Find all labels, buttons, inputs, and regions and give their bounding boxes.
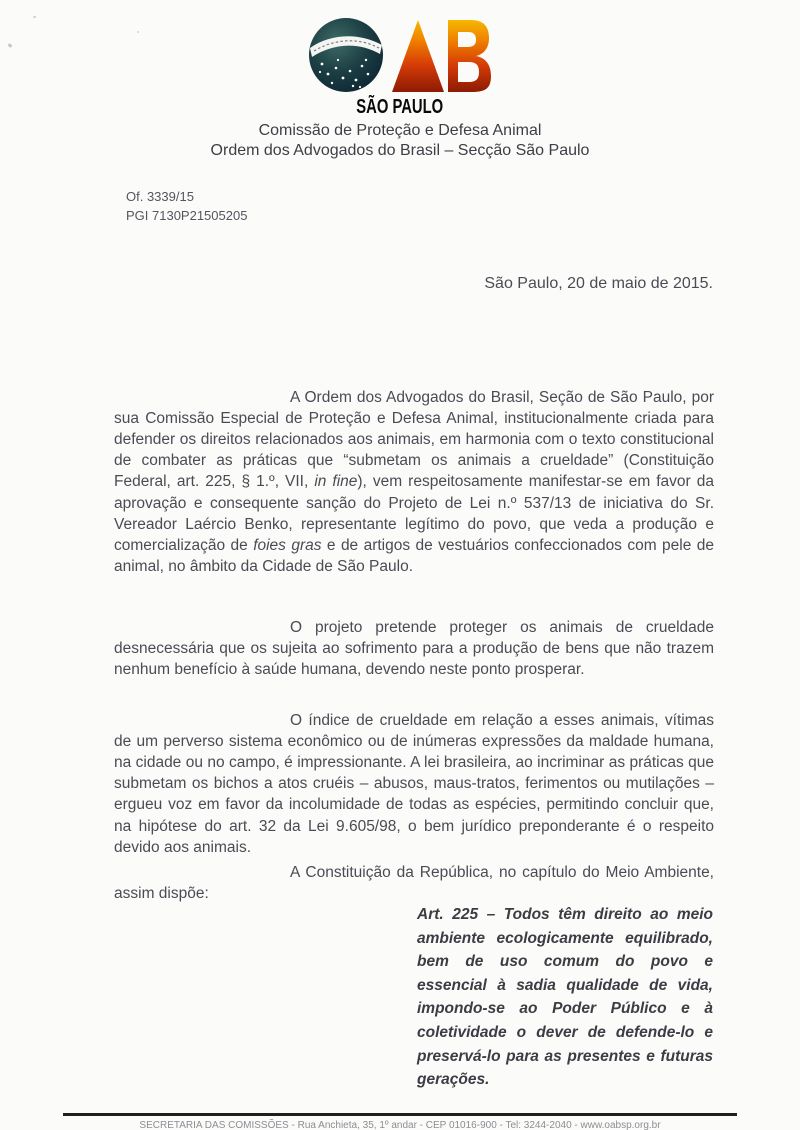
- dateline: São Paulo, 20 de maio de 2015.: [484, 275, 713, 292]
- paragraph-1: [114, 387, 714, 578]
- letterhead: [0, 16, 800, 160]
- paragraph-4: A Constituição da República, no capítulo do Meio Ambiente, assim dispõe:: [114, 863, 714, 902]
- logo-region-label: SÃO PAULO: [356, 96, 444, 118]
- organization-title: Ordem dos Advogados do Brasil – Secção São Paulo: [210, 142, 590, 159]
- oficio-number: Of. 3339/15: [126, 189, 194, 204]
- globe-icon: [309, 18, 383, 92]
- constitutional-quote: Art. 225 – Todos têm direito ao meio ambiente ecologicamente equilibrado, bem de uso comum do povo e essencial à sadia qualidade de vida, impondo-se ao Poder Público e à coletividade o dever de defende-lo e preservá-lo para as presentes e futuras gerações.: [417, 906, 713, 1089]
- footer-address: SECRETARIA DAS COMISSÕES - Rua Anchieta, 35, 1º andar - CEP 01016-900 - Tel: 3244-2040 - www.oabsp.org.br: [139, 1120, 661, 1130]
- commission-title: Comissão de Proteção e Defesa Animal: [258, 122, 542, 139]
- oab-logo-icon: [308, 16, 493, 94]
- foreign-term: foies gras: [253, 536, 322, 554]
- protocol-number: PGI 7130P21505205: [126, 208, 248, 223]
- paragraph-1-text: ), vem respeitosamente manifestar-se em favor da aprovação e consequente sanção do Projeto de Lei n.º 537/13 de iniciativa do Sr. Vereador Laércio Benko, representante legítimo do povo, que veda a produção e comercialização de: [114, 473, 714, 554]
- paragraph-3: O índice de crueldade em relação a esses animais, vítimas de um perverso sistema econômico ou de inúmeras expressões da maldade humana, na cidade ou no campo, é impressionante. A lei brasileira, ao incriminar as práticas que submetam os bichos a atos cruéis – abusos, maus-tratos, ferimentos ou mutilações – ergueu voz em favor da incolumidade de todas as espécies, permitindo concluir que, na hipótese do art. 32 da Lei 9.605/98, o bem jurídico preponderante é o respeito devido aos animais.: [114, 711, 714, 856]
- paragraph-1-text: A Ordem dos Advogados do Brasil, Seção de São Paulo, por sua Comissão Especial de Proteção e Defesa Animal, institucionalmente criada para defender os direitos relacionados aos animais, em harmonia com o texto constitucional de combater as práticas que “submetam os animais a crueldade” (Constituição Federal, art. 225, § 1.º, VII,: [114, 388, 714, 491]
- paragraph-2: O projeto pretende proteger os animais de crueldade desnecessária que os sujeita ao sofrimento para a produção de bens que não trazem nenhum benefício à saúde humana, devendo neste ponto prosperar.: [114, 618, 714, 678]
- reference-block: [126, 187, 247, 225]
- letter-a: [392, 20, 444, 92]
- paragraph-1-text: e de artigos de vestuários confeccionados com pele de animal, no âmbito da Cidade de São Paulo.: [114, 536, 714, 576]
- letter-b: [448, 20, 491, 92]
- latin-term: in fine: [314, 473, 358, 491]
- footer-rule: [63, 1113, 737, 1116]
